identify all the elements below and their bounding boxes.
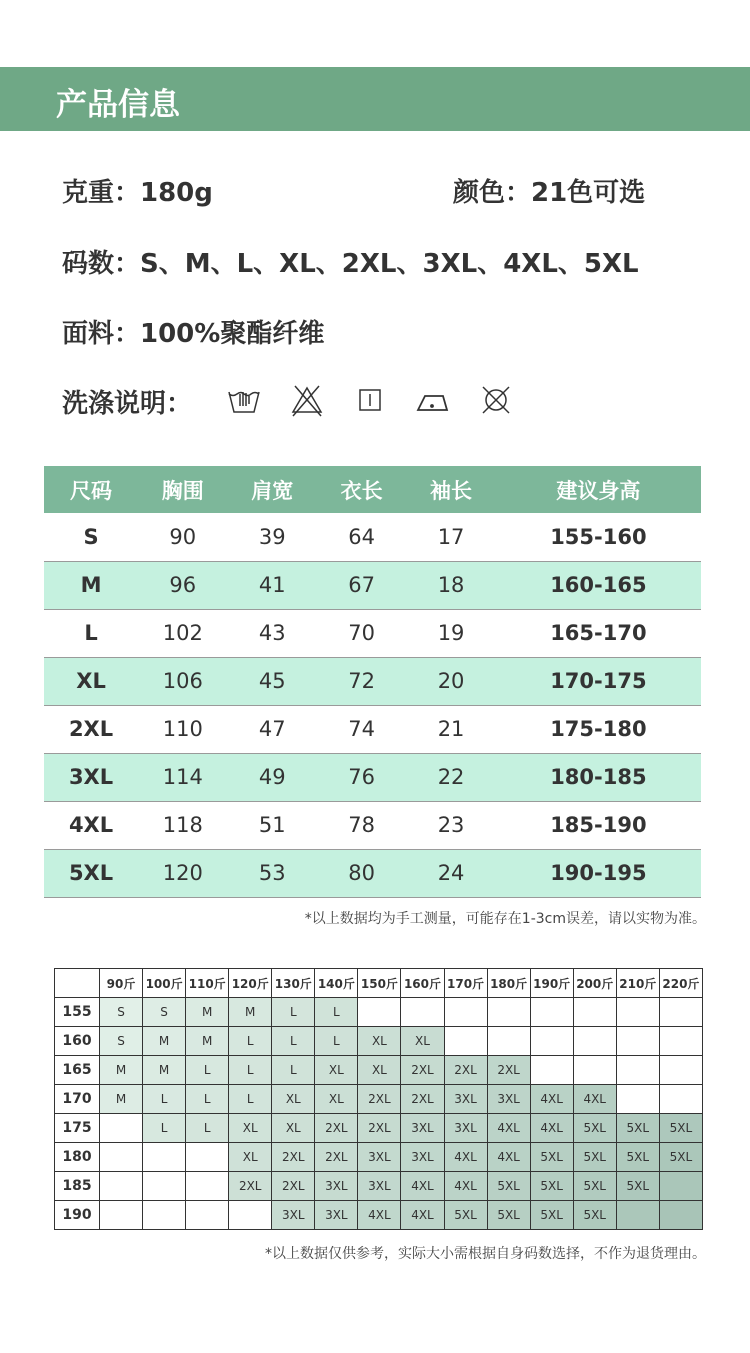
table-cell: 70 <box>317 609 406 657</box>
table-cell: 19 <box>406 609 495 657</box>
table-cell: L <box>44 609 138 657</box>
table-cell: M <box>44 561 138 609</box>
grid-cell: 2XL <box>358 1085 401 1114</box>
page-title: 产品信息 <box>56 87 180 123</box>
table-row <box>44 705 701 753</box>
grid-row <box>55 1027 703 1056</box>
grid-cell: 5XL <box>616 1172 659 1201</box>
grid-cell: 5XL <box>616 1114 659 1143</box>
grid-cell <box>659 998 702 1027</box>
grid-cell: XL <box>272 1085 315 1114</box>
grid-cell: 5XL <box>573 1114 616 1143</box>
table-cell: 96 <box>138 561 227 609</box>
grid-cell: 4XL <box>358 1201 401 1230</box>
wash-label: 洗涤说明： <box>62 389 193 419</box>
grid-cell: L <box>186 1085 229 1114</box>
grid-cell: 5XL <box>573 1201 616 1230</box>
no-dry-clean-icon <box>478 382 514 418</box>
size-recommendation-grid <box>54 968 703 1230</box>
table-cell: 80 <box>317 849 406 897</box>
table-cell: 110 <box>138 705 227 753</box>
table-cell: 51 <box>228 801 317 849</box>
grid-cell: 2XL <box>229 1172 272 1201</box>
grid-cell: 2XL <box>487 1056 530 1085</box>
grid-cell: 2XL <box>272 1172 315 1201</box>
fabric-info: 面料：100%聚酯纤维 <box>62 319 325 349</box>
grid-cell: XL <box>401 1027 444 1056</box>
weight-header: 180斤 <box>487 969 530 998</box>
weight-header: 220斤 <box>659 969 702 998</box>
grid-cell: 2XL <box>401 1056 444 1085</box>
weight-header: 200斤 <box>573 969 616 998</box>
grid-cell: L <box>229 1056 272 1085</box>
weight-header: 140斤 <box>315 969 358 998</box>
table-cell: 43 <box>228 609 317 657</box>
table-row <box>44 657 701 705</box>
weight-header: 150斤 <box>358 969 401 998</box>
table-row <box>44 561 701 609</box>
grid-cell <box>573 1056 616 1085</box>
grid-cell <box>143 1143 186 1172</box>
table-cell: 175-180 <box>496 705 701 753</box>
grid-cell <box>530 1027 573 1056</box>
table-cell: 5XL <box>44 849 138 897</box>
grid-cell: 3XL <box>401 1114 444 1143</box>
iron-icon <box>415 382 451 418</box>
table-cell: 190-195 <box>496 849 701 897</box>
grid-cell <box>100 1143 143 1172</box>
grid-cell: M <box>186 1027 229 1056</box>
table-cell: S <box>44 513 138 561</box>
grid-row <box>55 1056 703 1085</box>
size-table <box>44 466 701 898</box>
table-cell: 118 <box>138 801 227 849</box>
grid-cell: 2XL <box>272 1143 315 1172</box>
grid-cell <box>573 998 616 1027</box>
grid-cell: 4XL <box>530 1114 573 1143</box>
grid-cell: S <box>100 998 143 1027</box>
weight-header: 170斤 <box>444 969 487 998</box>
weight-header: 120斤 <box>229 969 272 998</box>
size-table-header: 肩宽 <box>228 466 317 513</box>
table-row <box>44 513 701 561</box>
grid-cell <box>659 1172 702 1201</box>
grid-cell: 3XL <box>315 1172 358 1201</box>
table-cell: 90 <box>138 513 227 561</box>
title-banner <box>0 67 750 131</box>
weight-header: 130斤 <box>272 969 315 998</box>
table-cell: 45 <box>228 657 317 705</box>
grid-cell: 2XL <box>315 1143 358 1172</box>
hand-wash-icon <box>226 382 262 418</box>
height-label: 190 <box>55 1201 100 1230</box>
grid-row <box>55 1114 703 1143</box>
grid-cell: S <box>143 998 186 1027</box>
grid-cell <box>530 998 573 1027</box>
grid-cell: 5XL <box>573 1172 616 1201</box>
grid-cell: 2XL <box>401 1085 444 1114</box>
table-cell: 165-170 <box>496 609 701 657</box>
grid-cell <box>186 1143 229 1172</box>
table-cell: 23 <box>406 801 495 849</box>
table-cell: 17 <box>406 513 495 561</box>
grid-cell: 4XL <box>487 1143 530 1172</box>
grid-cell <box>616 1056 659 1085</box>
table-row <box>44 609 701 657</box>
grid-cell: 4XL <box>401 1172 444 1201</box>
grid-cell: 2XL <box>444 1056 487 1085</box>
grid-cell: 4XL <box>530 1085 573 1114</box>
table-cell: 49 <box>228 753 317 801</box>
grid-cell: L <box>272 998 315 1027</box>
grid-cell: 3XL <box>487 1085 530 1114</box>
grid-cell: 5XL <box>487 1172 530 1201</box>
grid-cell: 3XL <box>444 1085 487 1114</box>
grid-cell: 3XL <box>401 1143 444 1172</box>
grid-cell: 3XL <box>272 1201 315 1230</box>
grid-cell: XL <box>315 1085 358 1114</box>
grid-cell: M <box>143 1027 186 1056</box>
grid-cell <box>573 1027 616 1056</box>
table-cell: 21 <box>406 705 495 753</box>
grid-cell <box>444 998 487 1027</box>
size-table-header: 胸围 <box>138 466 227 513</box>
table-cell: 120 <box>138 849 227 897</box>
table-cell: 72 <box>317 657 406 705</box>
height-label: 155 <box>55 998 100 1027</box>
table-cell: 78 <box>317 801 406 849</box>
grid-row <box>55 1172 703 1201</box>
table-cell: 185-190 <box>496 801 701 849</box>
grid-cell: S <box>100 1027 143 1056</box>
table-row <box>44 801 701 849</box>
grid-cell <box>659 1027 702 1056</box>
grid-cell: XL <box>358 1056 401 1085</box>
grid-row <box>55 998 703 1027</box>
grid-cell <box>143 1172 186 1201</box>
grid-cell <box>100 1201 143 1230</box>
table-cell: 170-175 <box>496 657 701 705</box>
grid-cell: M <box>100 1085 143 1114</box>
table-cell: 102 <box>138 609 227 657</box>
grid-cell: 5XL <box>573 1143 616 1172</box>
grid-cell: XL <box>358 1027 401 1056</box>
grid-cell: L <box>186 1056 229 1085</box>
grid-cell: 4XL <box>573 1085 616 1114</box>
table-cell: 76 <box>317 753 406 801</box>
grid-cell: 2XL <box>315 1114 358 1143</box>
grid-cell <box>143 1201 186 1230</box>
grid-cell <box>100 1114 143 1143</box>
tumble-dry-icon <box>352 382 388 418</box>
size-table-header: 尺码 <box>44 466 138 513</box>
grid-cell: M <box>229 998 272 1027</box>
height-label: 170 <box>55 1085 100 1114</box>
height-label: 175 <box>55 1114 100 1143</box>
grid-cell: L <box>315 998 358 1027</box>
grid-cell: 4XL <box>401 1201 444 1230</box>
grid-cell <box>659 1056 702 1085</box>
grid-cell: 5XL <box>616 1143 659 1172</box>
measurement-note: *以上数据均为手工测量，可能存在1-3cm误差，请以实物为准。 <box>304 911 706 927</box>
grid-cell: 3XL <box>358 1172 401 1201</box>
table-cell: 160-165 <box>496 561 701 609</box>
grid-cell: 5XL <box>444 1201 487 1230</box>
sizes-info: 码数：S、M、L、XL、2XL、3XL、4XL、5XL <box>62 249 639 279</box>
grid-cell: L <box>229 1085 272 1114</box>
size-table-header: 建议身高 <box>496 466 701 513</box>
grid-cell: 5XL <box>659 1143 702 1172</box>
grid-cell <box>530 1056 573 1085</box>
table-cell: XL <box>44 657 138 705</box>
grid-cell <box>616 1027 659 1056</box>
grid-cell <box>100 1172 143 1201</box>
grid-cell: M <box>143 1056 186 1085</box>
table-row <box>44 753 701 801</box>
table-row <box>44 849 701 897</box>
grid-cell <box>401 998 444 1027</box>
grid-cell: M <box>186 998 229 1027</box>
grid-cell <box>186 1201 229 1230</box>
weight-header: 110斤 <box>186 969 229 998</box>
grid-cell: L <box>143 1085 186 1114</box>
grid-cell: L <box>186 1114 229 1143</box>
table-cell: 67 <box>317 561 406 609</box>
grid-cell: M <box>100 1056 143 1085</box>
size-table-header: 衣长 <box>317 466 406 513</box>
table-cell: 53 <box>228 849 317 897</box>
grid-cell <box>616 1085 659 1114</box>
table-cell: 41 <box>228 561 317 609</box>
grid-cell: 5XL <box>487 1201 530 1230</box>
weight-header: 210斤 <box>616 969 659 998</box>
weight-header: 190斤 <box>530 969 573 998</box>
weight-header: 100斤 <box>143 969 186 998</box>
grid-cell <box>444 1027 487 1056</box>
grid-cell: 5XL <box>530 1201 573 1230</box>
grid-cell: 5XL <box>530 1172 573 1201</box>
grid-cell: 3XL <box>358 1143 401 1172</box>
grid-cell <box>487 998 530 1027</box>
grid-cell: XL <box>229 1114 272 1143</box>
grid-cell <box>186 1172 229 1201</box>
table-cell: 3XL <box>44 753 138 801</box>
table-cell: 64 <box>317 513 406 561</box>
table-cell: 47 <box>228 705 317 753</box>
grid-cell: 2XL <box>358 1114 401 1143</box>
table-cell: 20 <box>406 657 495 705</box>
weight-header: 160斤 <box>401 969 444 998</box>
height-label: 185 <box>55 1172 100 1201</box>
grid-cell: L <box>143 1114 186 1143</box>
table-cell: 39 <box>228 513 317 561</box>
table-cell: 155-160 <box>496 513 701 561</box>
grid-cell: 4XL <box>444 1143 487 1172</box>
table-cell: 4XL <box>44 801 138 849</box>
weight-header: 90斤 <box>100 969 143 998</box>
grid-cell <box>616 998 659 1027</box>
grid-cell <box>616 1201 659 1230</box>
grid-row <box>55 1201 703 1230</box>
table-cell: 106 <box>138 657 227 705</box>
grid-cell: L <box>229 1027 272 1056</box>
grid-cell <box>229 1201 272 1230</box>
grid-cell <box>487 1027 530 1056</box>
table-cell: 24 <box>406 849 495 897</box>
grid-cell: 3XL <box>315 1201 358 1230</box>
grid-cell: XL <box>229 1143 272 1172</box>
grid-row <box>55 1085 703 1114</box>
grid-cell: L <box>272 1056 315 1085</box>
grid-cell: L <box>272 1027 315 1056</box>
reference-note: *以上数据仅供参考，实际大小需根据自身码数选择，不作为退货理由。 <box>265 1246 706 1262</box>
size-table-header: 袖长 <box>406 466 495 513</box>
table-cell: 18 <box>406 561 495 609</box>
grid-cell: 5XL <box>530 1143 573 1172</box>
grid-row <box>55 1143 703 1172</box>
grid-cell: XL <box>315 1056 358 1085</box>
height-label: 165 <box>55 1056 100 1085</box>
weight-info: 克重：180g <box>62 178 213 208</box>
grid-cell: 5XL <box>659 1114 702 1143</box>
table-cell: 114 <box>138 753 227 801</box>
table-cell: 180-185 <box>496 753 701 801</box>
grid-cell <box>358 998 401 1027</box>
grid-cell <box>659 1201 702 1230</box>
grid-cell: 4XL <box>444 1172 487 1201</box>
grid-cell: 3XL <box>444 1114 487 1143</box>
grid-cell: L <box>315 1027 358 1056</box>
table-cell: 74 <box>317 705 406 753</box>
height-label: 160 <box>55 1027 100 1056</box>
height-label: 180 <box>55 1143 100 1172</box>
grid-cell: 4XL <box>487 1114 530 1143</box>
table-cell: 2XL <box>44 705 138 753</box>
grid-cell <box>659 1085 702 1114</box>
color-info: 颜色：21色可选 <box>453 178 646 208</box>
no-bleach-icon <box>289 382 325 418</box>
grid-cell: XL <box>272 1114 315 1143</box>
table-cell: 22 <box>406 753 495 801</box>
